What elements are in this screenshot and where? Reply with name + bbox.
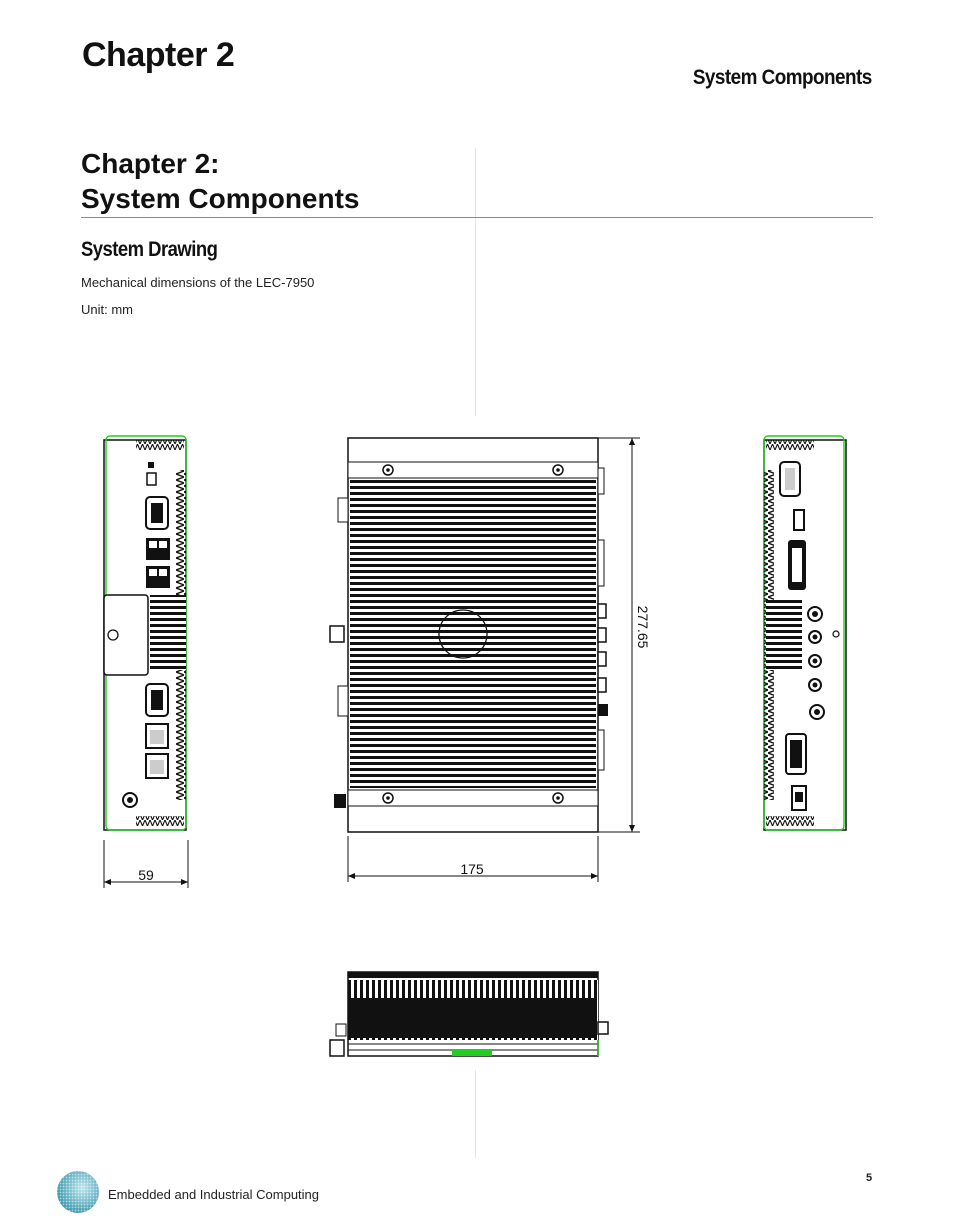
rear-view [764, 436, 846, 830]
footer-tagline: Embedded and Industrial Computing [108, 1187, 320, 1202]
top-view [330, 438, 608, 832]
page-title-line2: System Components [81, 183, 360, 214]
unit-label: Unit: mm [81, 302, 133, 317]
globe-logo-icon [56, 1170, 100, 1214]
chapter-header: Chapter 2 [82, 36, 235, 74]
depth-dimension-label: 59 [138, 867, 154, 883]
section-heading: System Drawing [81, 238, 218, 261]
side-view [330, 972, 608, 1056]
section-description: Mechanical dimensions of the LEC-7950 [81, 275, 315, 290]
page-number: 5 [866, 1172, 873, 1184]
front-view [104, 436, 186, 830]
width-dimension-label: 175 [460, 861, 484, 877]
page-title-line1: Chapter 2: [81, 148, 220, 179]
section-header: System Components [693, 66, 872, 89]
height-dimension-label: 277.65 [635, 605, 651, 649]
